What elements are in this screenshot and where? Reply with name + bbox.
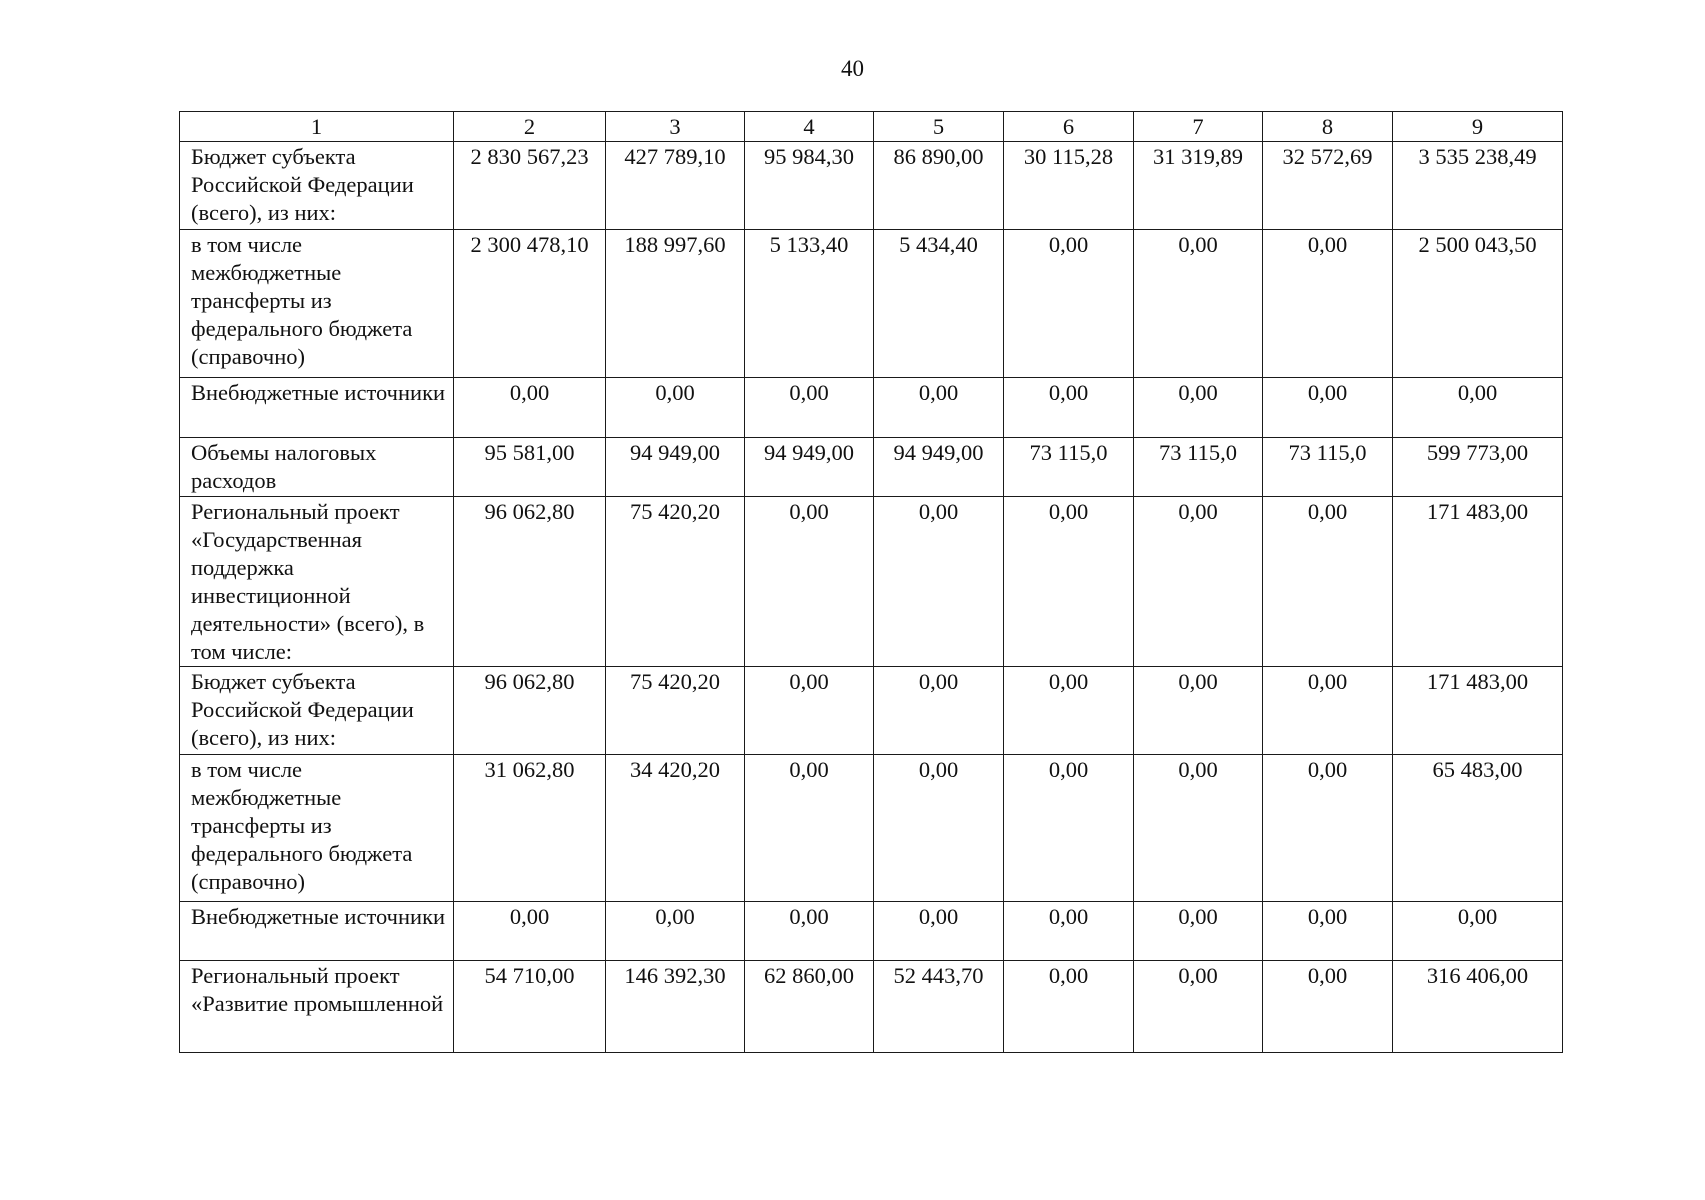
table-cell: 52 443,70 <box>874 961 1004 1053</box>
table-cell: 0,00 <box>606 378 745 438</box>
table-cell: 316 406,00 <box>1393 961 1563 1053</box>
table-cell: 0,00 <box>1004 667 1134 755</box>
table-cell: 0,00 <box>1134 378 1263 438</box>
table-cell: 94 949,00 <box>606 438 745 497</box>
row-label: Бюджет субъекта Российской Федерации (всего), из них: <box>180 667 454 755</box>
table-row <box>180 961 1563 1053</box>
table-cell: 96 062,80 <box>454 667 606 755</box>
table-cell: 0,00 <box>1263 230 1393 378</box>
header-row <box>180 112 1563 142</box>
table-cell: 0,00 <box>745 497 874 667</box>
column-header: 7 <box>1134 112 1263 142</box>
table-cell: 0,00 <box>1004 961 1134 1053</box>
column-header: 6 <box>1004 112 1134 142</box>
table-cell: 94 949,00 <box>745 438 874 497</box>
table-cell: 0,00 <box>1004 902 1134 961</box>
table-cell: 2 500 043,50 <box>1393 230 1563 378</box>
table-cell: 3 535 238,49 <box>1393 142 1563 230</box>
table-cell: 171 483,00 <box>1393 667 1563 755</box>
table-cell: 95 581,00 <box>454 438 606 497</box>
table-cell: 2 300 478,10 <box>454 230 606 378</box>
table-cell: 73 115,0 <box>1004 438 1134 497</box>
table-cell: 73 115,0 <box>1263 438 1393 497</box>
row-label: Внебюджетные источники <box>180 902 454 961</box>
table-cell: 0,00 <box>1134 755 1263 902</box>
table-cell: 0,00 <box>874 497 1004 667</box>
table-cell: 5 434,40 <box>874 230 1004 378</box>
table-cell: 0,00 <box>874 902 1004 961</box>
row-label: Объемы налоговых расходов <box>180 438 454 497</box>
table-cell: 96 062,80 <box>454 497 606 667</box>
table-cell: 188 997,60 <box>606 230 745 378</box>
table-cell: 31 319,89 <box>1134 142 1263 230</box>
table-cell: 86 890,00 <box>874 142 1004 230</box>
column-header: 4 <box>745 112 874 142</box>
table-cell: 0,00 <box>1263 667 1393 755</box>
column-header: 9 <box>1393 112 1563 142</box>
row-label: в том числе межбюджетные трансферты из федерального бюджета (справочно) <box>180 230 454 378</box>
table-cell: 31 062,80 <box>454 755 606 902</box>
table-cell: 2 830 567,23 <box>454 142 606 230</box>
table-cell: 0,00 <box>1004 497 1134 667</box>
table-cell: 62 860,00 <box>745 961 874 1053</box>
table-cell: 0,00 <box>874 755 1004 902</box>
table-cell: 0,00 <box>1263 902 1393 961</box>
table-cell: 0,00 <box>454 378 606 438</box>
row-label: Региональный проект «Развитие промышленной <box>180 961 454 1053</box>
table-cell: 0,00 <box>1134 961 1263 1053</box>
table-cell: 0,00 <box>1134 230 1263 378</box>
table-row <box>180 142 1563 230</box>
table-cell: 0,00 <box>745 902 874 961</box>
column-header: 8 <box>1263 112 1393 142</box>
table-row <box>180 755 1563 902</box>
table-cell: 0,00 <box>1263 961 1393 1053</box>
table-cell: 0,00 <box>606 902 745 961</box>
table-cell: 54 710,00 <box>454 961 606 1053</box>
table-cell: 427 789,10 <box>606 142 745 230</box>
table-row <box>180 438 1563 497</box>
table-row <box>180 902 1563 961</box>
table-cell: 32 572,69 <box>1263 142 1393 230</box>
column-header: 5 <box>874 112 1004 142</box>
row-label: в том числе межбюджетные трансферты из федерального бюджета (справочно) <box>180 755 454 902</box>
table-cell: 65 483,00 <box>1393 755 1563 902</box>
table-cell: 0,00 <box>454 902 606 961</box>
table-cell: 0,00 <box>1263 378 1393 438</box>
table-cell: 0,00 <box>1393 378 1563 438</box>
table-cell: 94 949,00 <box>874 438 1004 497</box>
table-row <box>180 667 1563 755</box>
table-cell: 0,00 <box>1004 378 1134 438</box>
table-cell: 0,00 <box>874 378 1004 438</box>
table-cell: 0,00 <box>1263 755 1393 902</box>
row-label: Внебюджетные источники <box>180 378 454 438</box>
budget-table <box>179 111 1563 1053</box>
table-cell: 0,00 <box>745 378 874 438</box>
table-cell: 75 420,20 <box>606 667 745 755</box>
table-row <box>180 230 1563 378</box>
table-cell: 0,00 <box>1134 902 1263 961</box>
table-cell: 73 115,0 <box>1134 438 1263 497</box>
table-cell: 0,00 <box>1134 667 1263 755</box>
table-cell: 95 984,30 <box>745 142 874 230</box>
table-row <box>180 497 1563 667</box>
table-cell: 0,00 <box>745 755 874 902</box>
table-cell: 0,00 <box>1263 497 1393 667</box>
row-label: Региональный проект «Государственная поддержка инвестиционной деятельности» (всего), в том числе: <box>180 497 454 667</box>
column-header: 1 <box>180 112 454 142</box>
table-cell: 5 133,40 <box>745 230 874 378</box>
table-cell: 0,00 <box>745 667 874 755</box>
table-cell: 75 420,20 <box>606 497 745 667</box>
table-cell: 0,00 <box>1393 902 1563 961</box>
column-header: 2 <box>454 112 606 142</box>
table-cell: 599 773,00 <box>1393 438 1563 497</box>
table-cell: 30 115,28 <box>1004 142 1134 230</box>
table-cell: 0,00 <box>1004 755 1134 902</box>
table-cell: 0,00 <box>1004 230 1134 378</box>
table-row <box>180 378 1563 438</box>
table-cell: 0,00 <box>874 667 1004 755</box>
table-cell: 34 420,20 <box>606 755 745 902</box>
page-number: 40 <box>841 56 864 81</box>
table-cell: 0,00 <box>1134 497 1263 667</box>
table-cell: 171 483,00 <box>1393 497 1563 667</box>
column-header: 3 <box>606 112 745 142</box>
row-label: Бюджет субъекта Российской Федерации (всего), из них: <box>180 142 454 230</box>
table-cell: 146 392,30 <box>606 961 745 1053</box>
